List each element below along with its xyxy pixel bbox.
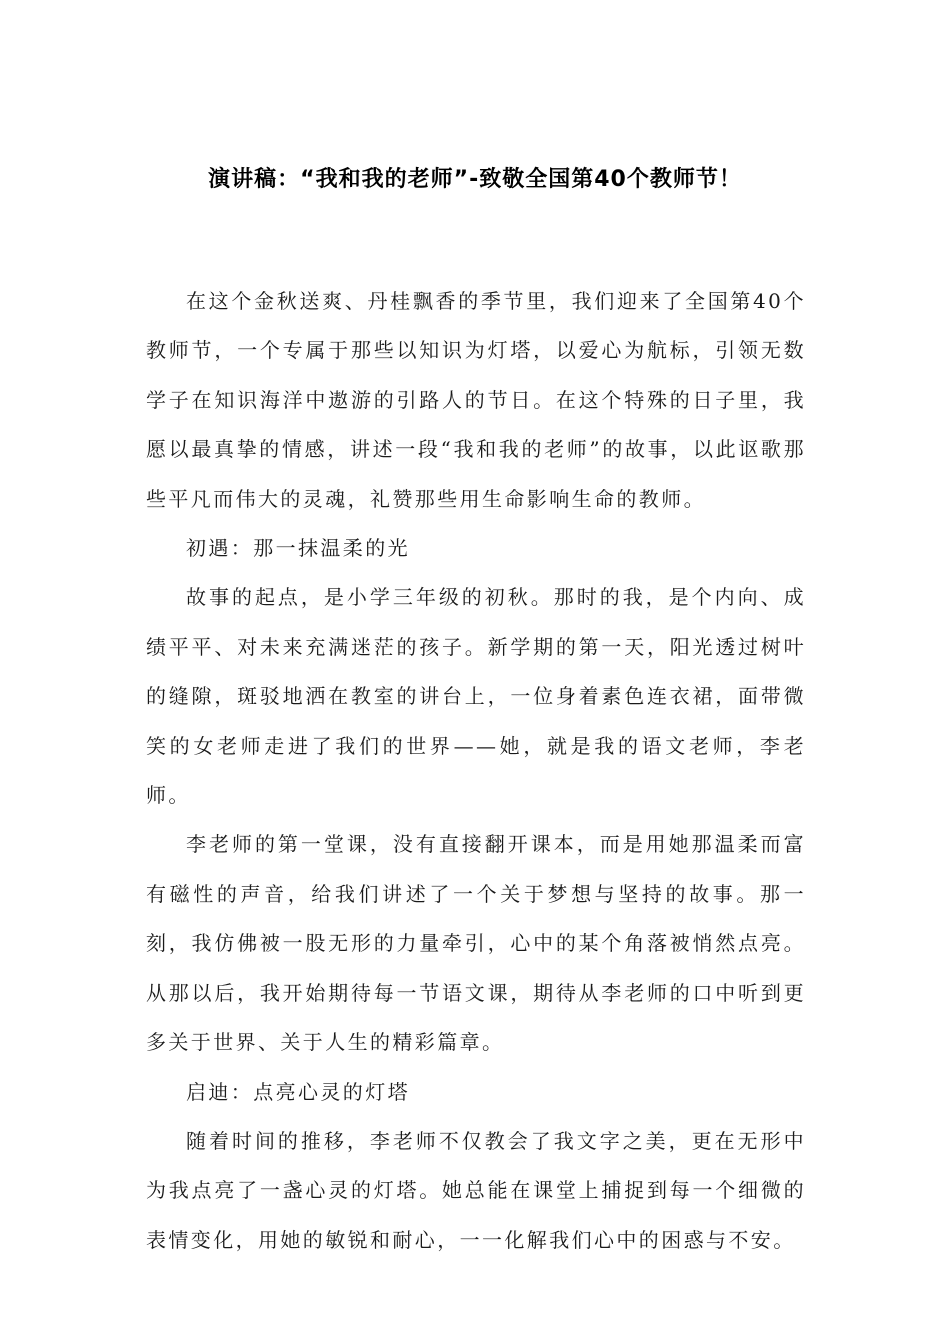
document-body	[146, 277, 806, 1265]
document-title: 演讲稿：“我和我的老师”-致敬全国第40个教师节！	[208, 167, 742, 192]
section-heading-first-meeting: 初遇：那一抹温柔的光	[186, 536, 410, 561]
paragraph-first-meeting: 故事的起点，是小学三年级的初秋。那时的我，是个内向、成绩平平、对未来充满迷茫的孩子。新学期的第一天，阳光透过树叶的缝隙，斑驳地洒在教室的讲台上，一位身着素色连衣裙，面带微笑的女老师走进了我们的世界——她，就是我的语文老师，李老师。	[146, 585, 806, 808]
paragraph-first-lesson: 李老师的第一堂课，没有直接翻开课本，而是用她那温柔而富有磁性的声音，给我们讲述了一个关于梦想与坚持的故事。那一刻，我仿佛被一股无形的力量牵引，心中的某个角落被悄然点亮。从那以后，我开始期待每一节语文课，期待从李老师的口中听到更多关于世界、关于人生的精彩篇章。	[146, 832, 806, 1055]
paragraph-intro: 在这个金秋送爽、丹桂飘香的季节里，我们迎来了全国第40个教师节，一个专属于那些以知识为灯塔，以爱心为航标，引领无数学子在知识海洋中遨游的引路人的节日。在这个特殊的日子里，我愿以最真挚的情感，讲述一段“我和我的老师”的故事，以此讴歌那些平凡而伟大的灵魂，礼赞那些用生命影响生命的教师。	[146, 289, 806, 511]
paragraph-inspiration: 随着时间的推移，李老师不仅教会了我文字之美，更在无形中为我点亮了一盏心灵的灯塔。她总能在课堂上捕捉到每一个细微的表情变化，用她的敏锐和耐心，一一化解我们心中的困惑与不安。	[146, 1128, 806, 1252]
section-heading-inspiration: 启迪：点亮心灵的灯塔	[186, 1079, 410, 1104]
